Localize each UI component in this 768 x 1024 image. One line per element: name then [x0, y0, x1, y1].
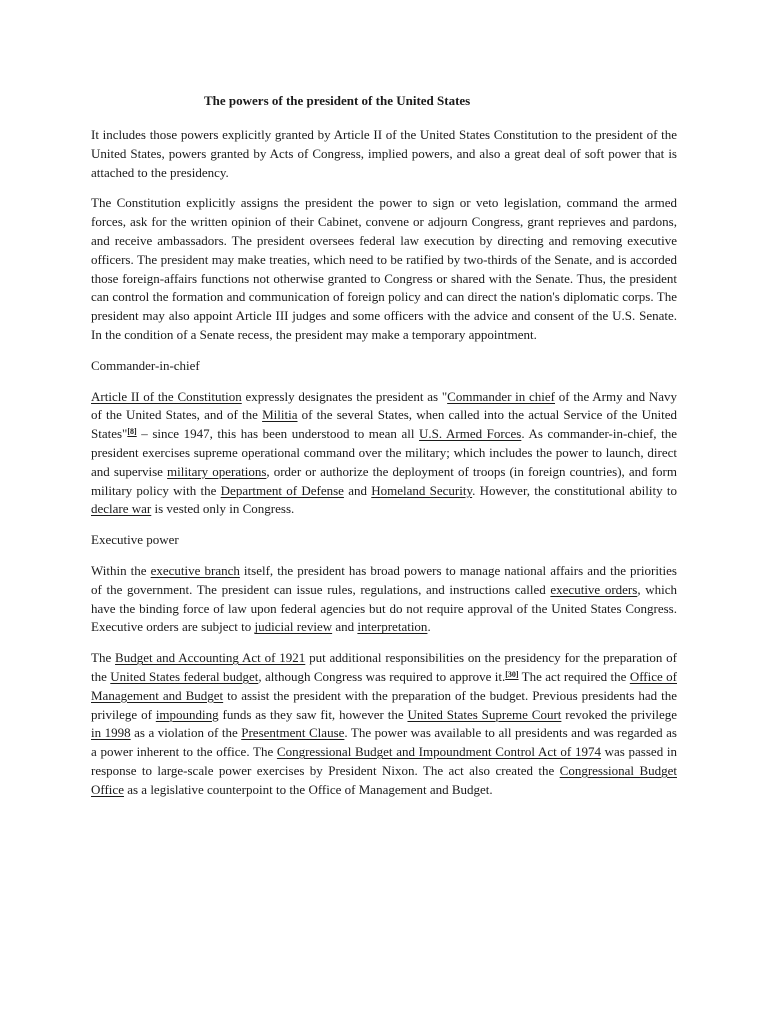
link-omb[interactable]: Office of Management and Budget: [91, 668, 677, 703]
text: is vested only in Congress.: [151, 501, 295, 517]
link-presentment-clause[interactable]: Presentment Clause: [241, 725, 345, 741]
link-militia[interactable]: Militia: [262, 407, 298, 423]
constitution-paragraph: The Constitution explicitly assigns the president the power to sign or veto legislation, command the armed forces, ask for the written opinion of their Cabinet, convene or adjourn Congress, grant reprieves and pardons, and receive ambassadors. The president oversees federal law execution by directing and removing executive officers. The president may make treaties, which need to be ratified by two-thirds of the Senate, and is accorded those foreign-affairs functions not otherwise granted to Congress or shared with the Senate. Thus, the president can control the formation and communication of foreign policy and can direct the nation's diplomatic corps. The president may also appoint Article III judges and some officers with the advice and consent of the U.S. Senate. In the condition of a Senate recess, the president may make a temporary appointment.: [91, 195, 677, 342]
link-budget-accounting-act[interactable]: Budget and Accounting Act of 1921: [115, 650, 306, 666]
link-impoundment-control-act[interactable]: Congressional Budget and Impoundment Control Act of 1974: [276, 744, 601, 760]
footnote-ref-8[interactable]: [8]: [127, 427, 137, 437]
commander-heading: Commander-in-chief: [91, 357, 200, 373]
link-armed-forces[interactable]: U.S. Armed Forces: [419, 426, 522, 442]
budget-paragraph: [91, 649, 677, 799]
text: Within the: [91, 562, 151, 578]
text: . As commander-in-chief, the president exercises supreme operational command over the military; which includes the power to launch, direct and supervise: [91, 426, 678, 479]
link-interpretation[interactable]: interpretation: [357, 619, 428, 635]
text: of the several States, when called into the actual Service of the United States": [91, 407, 677, 442]
text: , although Congress was required to approve it.: [258, 668, 506, 684]
link-cbo[interactable]: Congressional Budget Office: [91, 762, 677, 797]
link-article-ii[interactable]: Article II of the Constitution: [91, 388, 242, 404]
text: , order or authorize the deployment of troops (in foreign countries), and form military policy with the: [91, 463, 677, 498]
text: , which have the binding force of law upon federal agencies but do not require approval of the United States Congress. Executive orders are subject to: [91, 581, 677, 635]
footnote-ref-30[interactable]: [30]: [505, 669, 519, 679]
link-executive-orders[interactable]: executive orders: [550, 581, 638, 597]
text: as a violation of the: [130, 725, 242, 741]
text: and: [343, 482, 372, 498]
link-executive-branch[interactable]: executive branch: [150, 562, 240, 578]
commander-paragraph: [91, 388, 677, 520]
text: revoked the privilege: [561, 706, 677, 722]
text: was passed in response to large-scale power exercises by President Nixon. The act also created the: [91, 744, 677, 778]
text: . The power was available to all presidents and was regarded as a power inherent to the office. The: [91, 725, 677, 760]
text: The act required the: [518, 668, 630, 684]
link-in-1998[interactable]: in 1998: [91, 725, 131, 741]
text: .: [427, 619, 431, 635]
text: and: [332, 619, 358, 635]
link-supreme-court[interactable]: United States Supreme Court: [407, 706, 562, 722]
link-judicial-review[interactable]: judicial review: [254, 619, 333, 635]
text: . However, the constitutional ability to: [472, 482, 677, 498]
text: expressly designates the president as ": [241, 388, 448, 404]
link-homeland-security[interactable]: Homeland Security: [371, 482, 473, 498]
text: funds as they saw fit, however the: [218, 706, 408, 722]
intro-paragraph: It includes those powers explicitly granted by Article II of the United States Constitution to the president of the United States, powers granted by Acts of Congress, implied powers, and also a great deal of soft power that is attached to the presidency.: [91, 127, 677, 180]
document-title: The powers of the president of the United States: [204, 93, 471, 108]
text: as a legislative counterpoint to the Office of Management and Budget.: [123, 781, 493, 797]
text: put additional responsibilities on the presidency for the preparation of the: [91, 650, 677, 684]
text: of the Army and Navy of the United States, and of the: [91, 388, 677, 423]
link-impounding[interactable]: impounding: [155, 706, 219, 722]
link-federal-budget[interactable]: United States federal budget: [110, 668, 259, 684]
link-commander-in-chief[interactable]: Commander in chief: [447, 388, 556, 404]
link-declare-war[interactable]: declare war: [91, 501, 152, 517]
text: itself, the president has broad powers to manage national affairs and the priorities of the government. The president can issue rules, regulations, and instructions called: [91, 562, 677, 597]
link-military-operations[interactable]: military operations: [167, 463, 267, 479]
executive-heading: Executive power: [91, 532, 179, 548]
executive-paragraph: [91, 562, 677, 637]
link-department-of-defense[interactable]: Department of Defense: [220, 482, 344, 498]
text: to assist the president with the preparation of the budget. Previous presidents had the privilege of: [91, 687, 677, 722]
text: – since 1947, this has been understood to mean all: [136, 426, 420, 442]
text: The: [91, 650, 116, 666]
